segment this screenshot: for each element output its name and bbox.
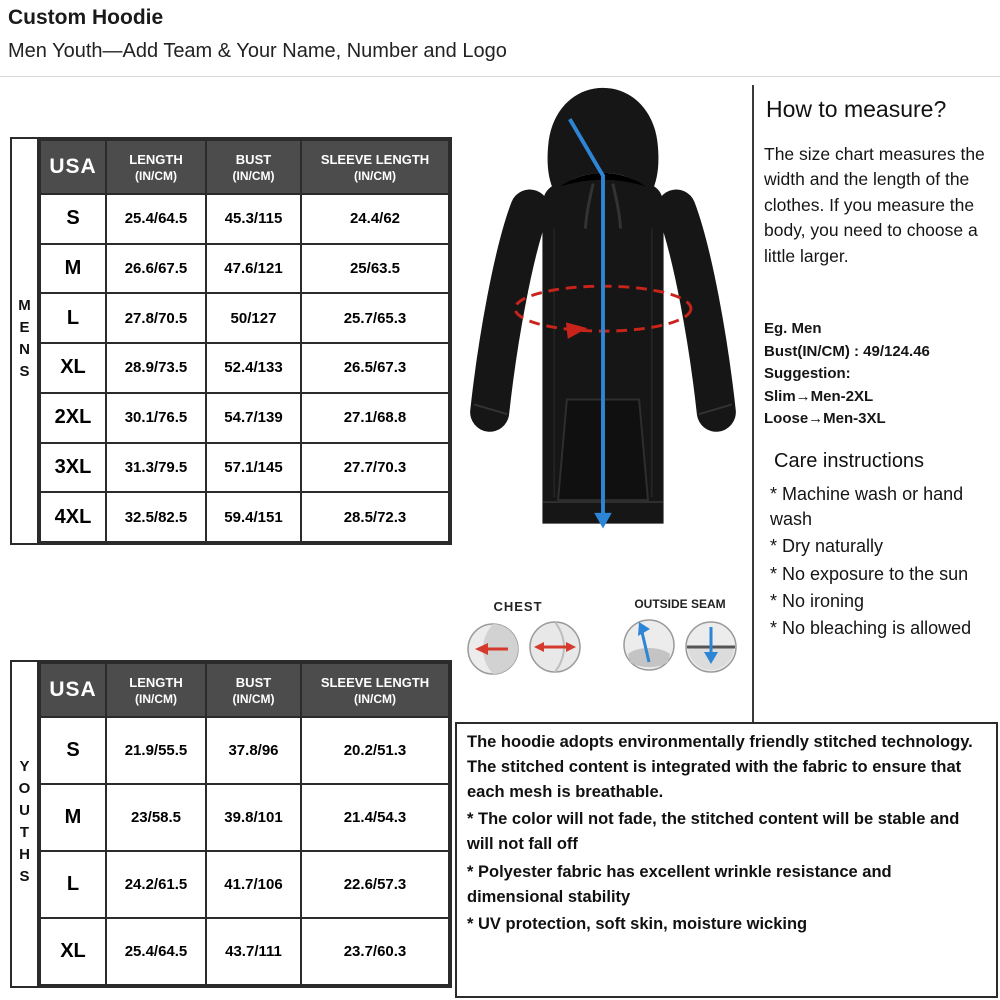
measurement-cell: 31.3/79.5 bbox=[106, 443, 206, 493]
measurement-cell: 24.4/62 bbox=[301, 194, 449, 244]
sizing-example-block bbox=[764, 318, 930, 431]
size-row bbox=[40, 293, 449, 343]
size-row bbox=[40, 393, 449, 443]
care-item: * No ironing bbox=[770, 590, 865, 611]
column-header-sleeve-length bbox=[301, 140, 449, 194]
youth-size-table bbox=[10, 660, 452, 988]
care-item: * No bleaching is allowed bbox=[770, 617, 972, 638]
measurement-cell: 27.7/70.3 bbox=[301, 443, 449, 493]
column-label: BUST bbox=[235, 674, 272, 690]
column-header-bust bbox=[206, 663, 301, 717]
column-header-bust bbox=[206, 140, 301, 194]
care-instructions-list bbox=[770, 482, 998, 643]
measurement-cell: 50/127 bbox=[206, 293, 301, 343]
example-line: Suggestion: bbox=[764, 365, 851, 382]
column-label: SLEEVE LENGTH bbox=[320, 151, 430, 167]
column-unit: (IN/CM) bbox=[354, 691, 396, 706]
measurement-cell: 54.7/139 bbox=[206, 393, 301, 443]
care-instructions-heading: Care instructions bbox=[774, 450, 925, 472]
measurement-cell: 20.2/51.3 bbox=[301, 717, 449, 784]
mens-group-label: MENS bbox=[16, 297, 33, 385]
fabric-info-box bbox=[455, 722, 998, 998]
panel-divider bbox=[752, 85, 754, 722]
fabric-point: * UV protection, soft skin, moisture wicking bbox=[467, 915, 808, 934]
fabric-point: * Polyester fabric has excellent wrinkle resistance and dimensional stability bbox=[467, 862, 892, 906]
fabric-intro-text: The hoodie adopts environmentally friendly stitched technology. The stitched content is integrated with the fabric to ensure that each mesh is breathable. bbox=[467, 733, 973, 801]
youth-group-strip bbox=[12, 662, 39, 986]
page-subtitle: Men Youth—Add Team & Your Name, Number and Logo bbox=[8, 40, 507, 62]
size-row bbox=[40, 784, 449, 851]
size-cell: XL bbox=[40, 343, 106, 393]
header-divider bbox=[0, 76, 1000, 77]
size-row bbox=[40, 194, 449, 244]
column-unit: (IN/CM) bbox=[232, 691, 275, 706]
hoodie-illustration bbox=[455, 82, 751, 590]
size-cell: 2XL bbox=[40, 393, 106, 443]
measurement-cell: 37.8/96 bbox=[206, 717, 301, 784]
measurement-cell: 27.1/68.8 bbox=[301, 393, 449, 443]
column-unit: (IN/CM) bbox=[135, 691, 177, 706]
mens-header-row bbox=[40, 140, 449, 194]
measurement-cell: 32.5/82.5 bbox=[106, 492, 206, 542]
example-line: Slim→Men-2XL bbox=[764, 387, 874, 405]
measurement-cell: 57.1/145 bbox=[206, 443, 301, 493]
size-region-header: USA bbox=[40, 140, 106, 194]
size-row bbox=[40, 343, 449, 393]
size-row bbox=[40, 443, 449, 493]
size-cell: L bbox=[40, 851, 106, 918]
column-header-sleeve-length bbox=[301, 663, 449, 717]
measurement-cell: 21.4/54.3 bbox=[301, 784, 449, 851]
measurement-cell: 25.7/65.3 bbox=[301, 293, 449, 343]
chest-measure-icon bbox=[466, 620, 520, 678]
measurement-cell: 23/58.5 bbox=[106, 784, 206, 851]
size-cell: 3XL bbox=[40, 443, 106, 493]
measurement-cell: 41.7/106 bbox=[206, 851, 301, 918]
size-cell: M bbox=[40, 244, 106, 294]
measurement-cell: 52.4/133 bbox=[206, 343, 301, 393]
column-unit: (IN/CM) bbox=[135, 168, 177, 183]
youth-group-label: YOUTHS bbox=[16, 758, 33, 890]
youth-header-row bbox=[40, 663, 449, 717]
outside-seam-arrow-icon bbox=[684, 618, 738, 676]
measurement-cell: 43.7/111 bbox=[206, 918, 301, 985]
youth-size-grid bbox=[39, 662, 450, 986]
how-to-measure-heading: How to measure? bbox=[766, 96, 947, 122]
column-header-length bbox=[106, 663, 206, 717]
measurement-cell: 59.4/151 bbox=[206, 492, 301, 542]
size-row bbox=[40, 492, 449, 542]
size-cell: 4XL bbox=[40, 492, 106, 542]
measurement-cell: 47.6/121 bbox=[206, 244, 301, 294]
size-cell: S bbox=[40, 194, 106, 244]
outside-seam-fold-icon bbox=[622, 616, 676, 674]
measurement-cell: 23.7/60.3 bbox=[301, 918, 449, 985]
outside-seam-label: OUTSIDE SEAM bbox=[634, 597, 726, 611]
measurement-cell: 28.5/72.3 bbox=[301, 492, 449, 542]
example-line: Loose→Men-3XL bbox=[764, 410, 886, 427]
example-line: Eg. Men bbox=[764, 320, 822, 337]
measurement-cell: 21.9/55.5 bbox=[106, 717, 206, 784]
measurement-cell: 45.3/115 bbox=[206, 194, 301, 244]
column-unit: (IN/CM) bbox=[232, 168, 275, 183]
mens-size-table bbox=[10, 137, 452, 545]
measurement-cell: 25.4/64.5 bbox=[106, 194, 206, 244]
care-item: * No exposure to the sun bbox=[770, 563, 969, 584]
fabric-point: * The color will not fade, the stitched content will be stable and will not fall off bbox=[467, 810, 960, 853]
column-label: LENGTH bbox=[129, 151, 183, 167]
measurement-cell: 22.6/57.3 bbox=[301, 851, 449, 918]
care-item: * Dry naturally bbox=[770, 536, 884, 557]
mens-size-grid bbox=[39, 139, 450, 543]
measurement-cell: 30.1/76.5 bbox=[106, 393, 206, 443]
column-label: LENGTH bbox=[129, 674, 183, 690]
column-unit: (IN/CM) bbox=[354, 168, 396, 183]
column-label: SLEEVE LENGTH bbox=[320, 674, 430, 690]
size-row bbox=[40, 717, 449, 784]
example-line: Bust(IN/CM) : 49/124.46 bbox=[764, 342, 930, 360]
measurement-cell: 24.2/61.5 bbox=[106, 851, 206, 918]
mens-group-strip bbox=[12, 139, 39, 543]
hoodie-diagram bbox=[455, 82, 751, 590]
column-label: BUST bbox=[235, 151, 272, 167]
column-header-length bbox=[106, 140, 206, 194]
page-title: Custom Hoodie bbox=[8, 6, 164, 29]
size-row bbox=[40, 918, 449, 985]
care-item: * Machine wash or hand wash bbox=[770, 484, 964, 530]
size-region-header: USA bbox=[40, 663, 106, 717]
size-cell: S bbox=[40, 717, 106, 784]
measurement-cell: 26.6/67.5 bbox=[106, 244, 206, 294]
measurement-cell: 27.8/70.5 bbox=[106, 293, 206, 343]
chest-label: CHEST bbox=[493, 599, 543, 614]
measurement-cell: 25.4/64.5 bbox=[106, 918, 206, 985]
size-cell: XL bbox=[40, 918, 106, 985]
how-to-measure-body: The size chart measures the width and the length of the clothes. If you measure the body, you need to choose a little larger. bbox=[764, 144, 985, 266]
measurement-cell: 28.9/73.5 bbox=[106, 343, 206, 393]
chest-width-arrow-icon bbox=[528, 618, 582, 676]
size-cell: M bbox=[40, 784, 106, 851]
measurement-cell: 25/63.5 bbox=[301, 244, 449, 294]
size-row bbox=[40, 851, 449, 918]
measurement-cell: 39.8/101 bbox=[206, 784, 301, 851]
size-row bbox=[40, 244, 449, 294]
measurement-cell: 26.5/67.3 bbox=[301, 343, 449, 393]
size-cell: L bbox=[40, 293, 106, 343]
